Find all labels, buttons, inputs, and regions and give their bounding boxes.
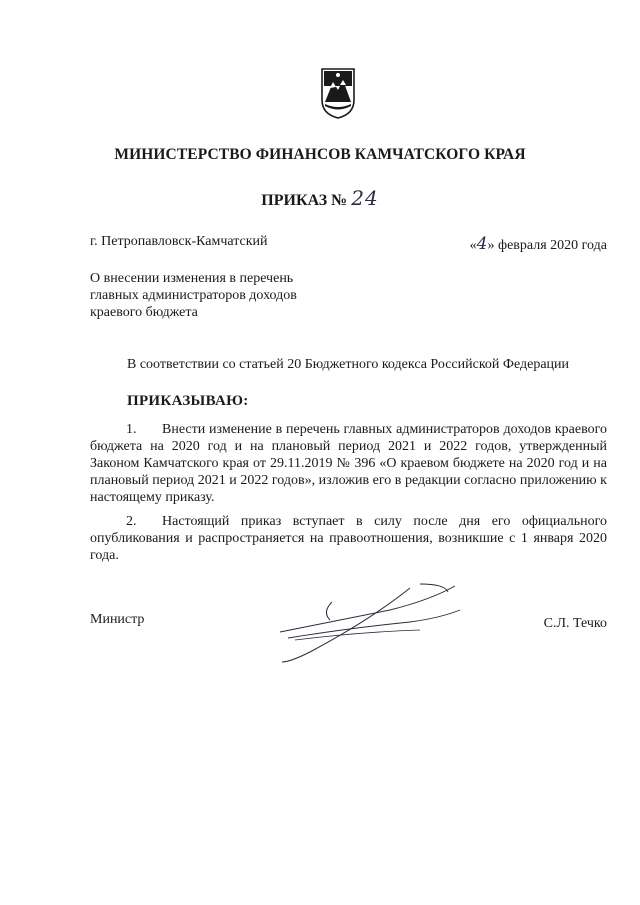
signer-name: С.Л. Течко [543,616,607,631]
order-number: 24 [351,186,379,210]
kamchatka-coat-of-arms-icon [319,66,357,120]
handwritten-signature-icon [270,580,470,665]
order-title [0,186,640,210]
order-date [470,234,607,254]
item-number: 1. [126,422,137,437]
subject-block [90,270,297,321]
signer-position: Министр [90,612,145,627]
order-item [90,513,607,564]
item-number: 2. [126,514,137,529]
subject-line: О внесении изменения в перечень [90,271,294,286]
date-rest: » февраля 2020 года [487,238,607,253]
order-item [90,421,607,506]
subject-line: главных администраторов доходов [90,288,297,303]
item-text: Настоящий приказ вступает в силу после дня его официального опубликования и распространяется на правоотношения, возникшие с 1 января 2020 года. [90,514,607,563]
order-label: ПРИКАЗ № [261,192,348,209]
legal-basis: В соответствии со статьей 20 Бюджетного кодекса Российской Федерации [127,357,570,372]
date-day: 4 [476,234,488,254]
subject-line: краевого бюджета [90,305,198,320]
date-open-quote: « [469,238,477,253]
item-text: Внести изменение в перечень главных администраторов доходов краевого бюджета на 2020 год и на плановый период 2021 и 2022 годов, утвержденный Законом Камчатского края от 29.11.2019 № 396 «О краевом бюджете на 2020 год и на плановый период 2021 и 2022 годов», изложив его в редакции согласно приложению к настоящему приказу. [90,422,607,505]
city: г. Петропавловск-Камчатский [90,234,268,249]
ministry-title: МИНИСТЕРСТВО ФИНАНСОВ КАМЧАТСКОГО КРАЯ [114,146,526,163]
decree-heading: ПРИКАЗЫВАЮ: [127,393,249,409]
